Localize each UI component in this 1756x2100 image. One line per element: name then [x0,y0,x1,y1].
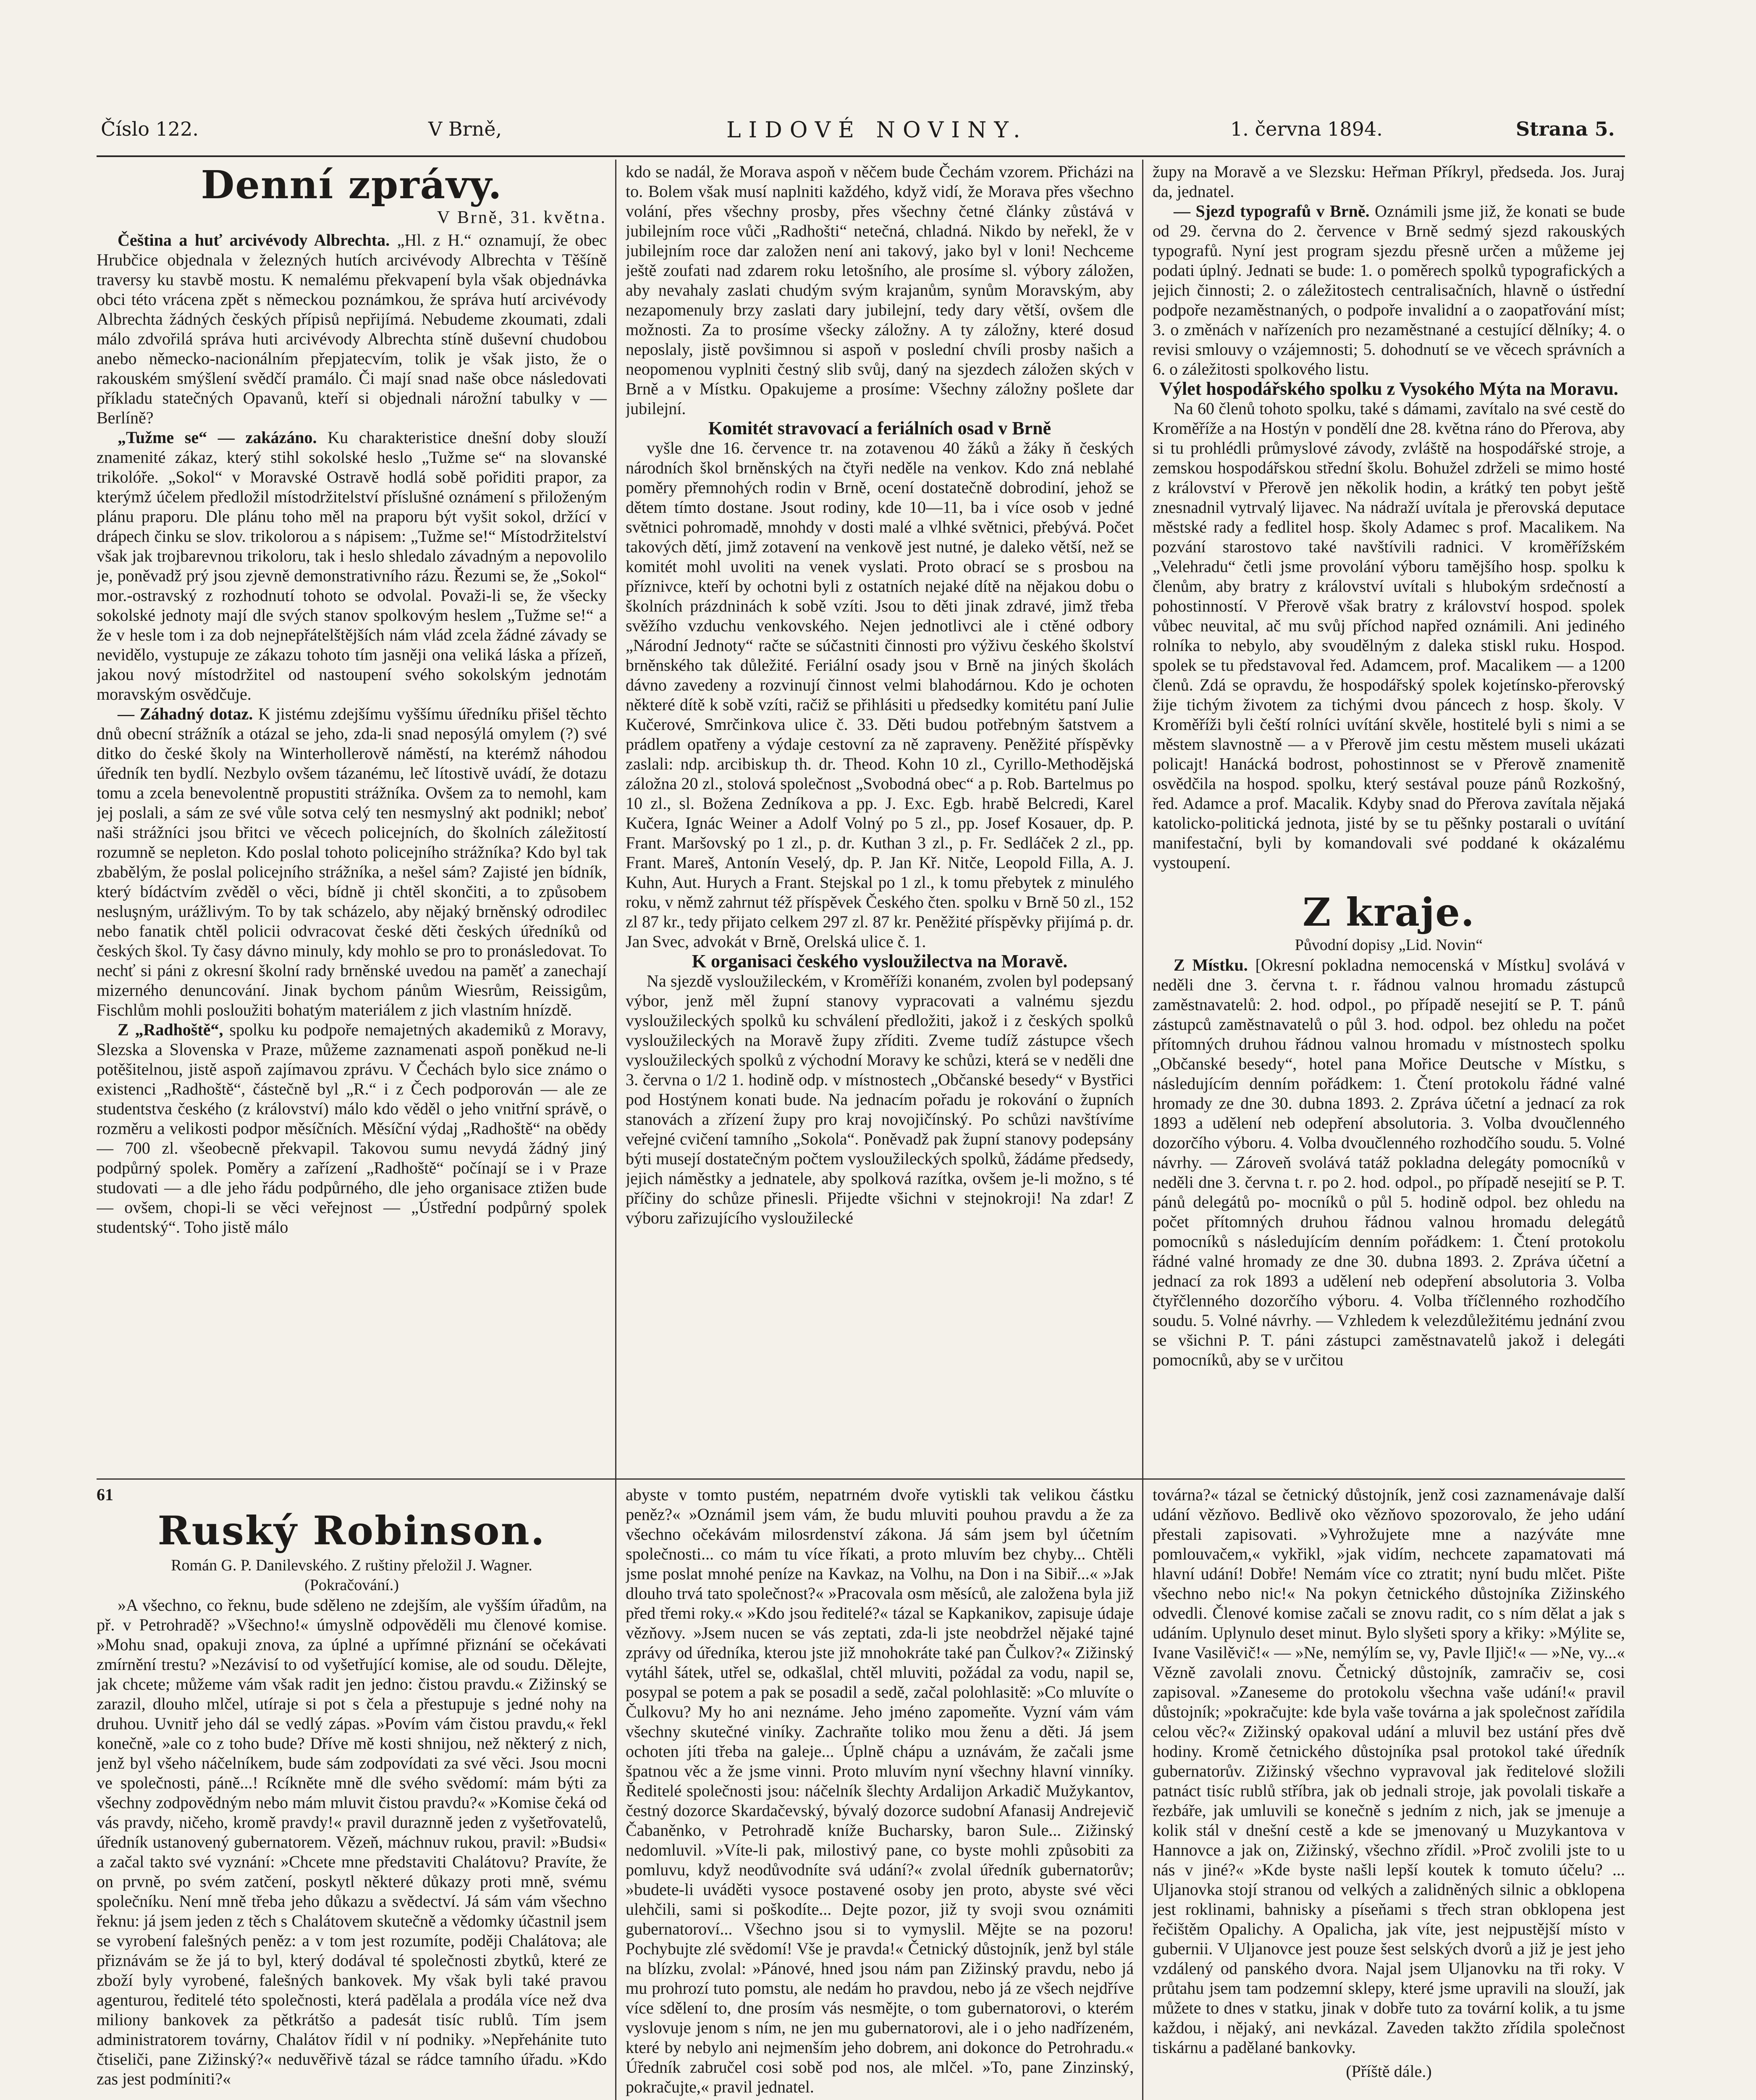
right-news-column [1153,162,1625,1472]
novel-text: továrna?« tázal se četnický důstojník, jenž cosi zaznamenávaje další udání vězňovo. Bedlivě oko vězňovo spozorovalo, že jeho udání přestali zapisovati. »Vyhrožujete mne a nazýváte mne pomlouvačem,« vykřikl, »jak vidím, nechcete zapamatovati má hlavní udání! Dobře! Nemám více co ztratit; nyní budu mlčet. Pište všechno nebo nic!« Na pokyn četnického důstojníka Zižinského odvedli. Členové komise začali se znovu radit, co s ním dělat a jak s udáním. Uplynulo deset minut. Bylo slyšeti spory a křiky: »Mýlite se, Ivane Vasilěvič!« — »Ne, nemýlím se, vy, Pavle Iljič!« — »Ne, vy...« Vězně zavolali znovu. Četnický důstojník, zamračiv se, cosi zapisoval. »Zaneseme do protokolu všechna vaše udání!« pravil důstojník; »pokračujte: kde byla vaše továrna a jak společnost zařídila celou věc?« Zižinský opakoval udání a mluvil bez ustání přes dvě hodiny. Kromě četnického důstojníka psal protokol také úředník gubernatorův. Zižinský všechno vypravoval jak ředitelové složili patnáct tisíc rublů stříbra, jak ob jednali stroje, jak povolali tiskaře a řezbáře, jak umluvili se konečně s jedním z nich, jak se jmenuje a kolik stál v dnešní cestě a kde se jmenovaný u Muzykantova v Hannovce a jak on, Zižinský, všechno zřídil. »Proč zvolili jste to u nás v jiné?« »Kde byste našli lepší koutek k tomuto účelu? ... Uljanovka stojí stranou od velkých a zalidněných silnic a obklopena jest roklinami, bahnisky a píseňami s třech stran obklopena jest řečištěm Opalichy. A Opalicha, jak víte, jest nejpustější místo v gubernii. V Uljanovce jest pouze šest selských dvorů a již je jest jeho vzdálený od panského dvora. Najal jsem Uljanovku na tři roky. V průtahu jsem tam podzemní sklepy, které jsme upravili na slouží, jak můžete to dnes v statku, jinak v dobře tuto za tovární kolik, a tu jsme každou, i nějaký, ani nevkázal. Zaveden takžto zřídila společnost tiskárnu a padělané bankovky. [1153,1485,1625,2057]
feuilleton-number: 61 [97,1485,113,1504]
news-headline: K organisaci českého vysloužilectva na Moravě. [692,951,1068,971]
novel-column-1 [97,1485,607,2100]
news-headline: Výlet hospodářského spolku z Vysokého Mýta na Moravu. [1159,378,1618,399]
novel-column-3 [1153,1485,1625,2100]
news-item: vyšle dne 16. července tr. na zotavenou 40 žáků a žáky ň českých národních škol brněnských na čtyři neděle na venkov. Kdo zná neblahé poměry přemnohých rodin v Brně, ocení dostatečně dobrodiní, jehož se dětem tímto dostane. Jsout rodiny, kde 10—11, ba i více osob v jedné světnici pohromadě, mnohdy v dosti malé a vlhké světnici, přebývá. Počet takových dětí, jimž zotavení na venkově jest nutné, je daleko větší, než se komitét mohl uvoliti na venek vyslati. Proto obrací se s prosbou na příznivce, kteří by ochotni byli z ostatních nejaké dítě na nějakou dobu o školních prázdninách k sobě vzíti. Jsou to děti jinak zdravé, jimž třeba svěžího vzduchu venkovského. Nejen jednotlivci ale i ctěné odbory „Národní Jednoty“ račte se súčastniti činnosti pro výživu českého školství brněnského tak důležité. Feriální osady jsou v Brně na jiných školách dávno zavedeny a rozvinují činnost velmi blahodárnou. Kdo je ochoten některé dítě k sobě vzíti, račiž se přihlásiti u předsedky komitétu paní Julie Kučerové, Smrčinkova ulice č. 33. Děti budou potřebným šatstvem a prádlem opatřeny a výdaje cestovní za ně zapraveny. Peněžité příspěvky zaslali: ndp. arcibiskup th. dr. Theod. Kohn 10 zl., Cyrillo-Methodějská záložna 20 zl., stolová společnost „Svobodná obec“ a p. Rob. Bartelmus po 10 zl., sl. Božena Zedníkova a pp. J. Exc. Egb. hrabě Belcredi, Karel Kučera, Ignác Weiner a Adolf Volný po 5 zl., pp. Josef Kosauer, dp. P. Frant. Maršovský po 1 zl., p. dr. Kuthan 3 zl., p. Fr. Sedláček 2 zl., pp. Frant. Mareš, Antonín Veselý, dp. P. Jan Kř. Nitče, Leopold Filla, A. J. Kuhn, Aut. Hurych a Frant. Stejskal po 1 zl., k tomu přebytek z minulého roku, v němž zahrnut též příspěvek Českého čten. spolku v Brně 50 zl., 152 zl 87 kr., tedy přijato celkem 297 zl. 87 kr. Peněžité příspěvky přijímá p. dr. Jan Svec, advokát v Brně, Orelská ulice č. 1. [626,438,1134,951]
masthead [97,113,1621,147]
novel-text: abyste v tomto pustém, nepatrném dvoře vytiskli tak velikou částku peněz?« »Oznámil jsem vám, že budu mluviti pouhou pravdu a že za všechno očekávám milosrdenství zákona. Já sám jsem byl účetním společnosti... co mám tu více říkati, a proto mluvím bez chyby... Chtěli jsme poslat mnohé peníze na Kavkaz, na Volhu, na Don i na Sibiř...« »Jak dlouho trvá tato společnost?« »Pracovala osm měsíců, ale založena byla již před třemi roky.« »Kdo jsou ředitelé?« tázal se Kapkanikov, zapisuje údaje vězňovy. »Jsem nucen se vás zeptati, zda-li jste neobdržel nějaké tajné zprávy od úředníka, kterou jste již mnohokráte také pan Čulkov?« Zižinský vytáhl šátek, utřel se, odkašlal, chtěl mluviti, požádal za vodu, napil se, posypal se potem a pak se posadil a sedě, začal polohlasitě: »Co mluvíte o Čulkovu? My ho ani neznáme. Jeho jméno zapomeňte. Vyzní vám vám všechny skutečné viníky. Zachraňte toliko mou ženu a děti. Já jsem ochoten jíti třeba na galeje... Úplně chápu a uznávám, že začali jsme špatnou věc a že jsme vinni. Proto mluvím nyní všechny hlavní vinníky. Ředitelé společnosti jsou: náčelník šlechty Ardalijon Arkadič Mužykantov, čestný dozorce Skardačevský, bývalý dozorce sudobní Afanasij Andrejevič Čabaněnko, v Petrohradě kníže Bucharsky, baron Sule... Zižinský nedomluvil. »Víte-li pak, milostivý pane, co byste mohli způsobiti za pomluvu, když neodůvodníte svá udání?« zvolal úředník gubernatorův; »budete-li uváděti vysoce postavené osoby jen proto, abyste své věci ulehčili, sami si poškodíte... Dejte pozor, již ty svoji svou oznámiti gubernatoroví... Všechno jsou si to vymyslil. Mějte se na pozoru! Pochybujte zlé svědomí! Vše je pravda!« Četnický důstojník, jenž byl stále na blízku, zvolal: »Pánové, hned jsou nám pan Zižinský pravdu, nebo já mu prohrozí tuto pomstu, ale nedám ho pravdou, nebo já ze všech nejdříve více sdělení to, dne prosím vás nesmějte, o tom gubernatorovi, o kterém vyslovuje jenom s ním, ne jen mu gubernatorovi, ale i o jeho nadřízeném, které by nebylo ani nejmenším jeho dobrem, ani dokonce do Petrohradu.« Úředník zabručel cosi sobě pod nos, ale mlčel. »To, pane Zinzinský, pokračujte,« pravil jednatel. [626,1485,1134,2096]
continued-text: župy na Moravě a ve Slezsku: Heřman Příkryl, předseda. Jos. Juraj da, jednatel. [1153,162,1625,201]
news-item: Čeština a huť arcivévody Albrechta. „Hl. z H.“ oznamují, že obec Hrubčice objednala v železných hutích arcivévody Albrechta v Těšíně traversy ku stavbě mostu. K nemalému překvapení byla však objednávka obci této vrácena zpět s německou poznámkou, že správa hutí arcivévody Albrechta žádných českých přípisů nepřijímá. Nebudeme zkoumati, zdali málo zdvořilá správa huti arcivévody Albrechta stíně duševní chudobou anebo německo-nacionálním přepjatecvím, tolik je však jisto, že o rakouském smýšlení svědčí pramálo. Či mají snad naše obce následovati příkladu statečných Opavanů, kteří si objednali nárožní tabulky v — Berlíně? [97,231,607,427]
novel-column-2 [626,1485,1134,2100]
section-heading-denni: Denní zprávy. [201,162,503,207]
novel-text: »A všechno, co řeknu, bude sděleno ne zdejším, ale vyšším úřadům, na př. v Petrohradě? »Všechno!« úmyslně odpověděli mu členové komise. »Mohu snad, opakuji znova, za úplné a upřímné přiznání se očekávati zmírnění trestu? »Nezávisí to od vyšetřující komise, ale od soudu. Dělejte, jak chcete; můžeme vám však radit jen jedno: čistou pravdu.« Zižinský se zarazil, dlouho mlčel, utíraje si pot s čela a přestupuje s jedné nohy na druhou. Uvnitř jeho dál se vedlý zápas. »Povím vám čistou pravdu,« řekl konečně, »ale co z toho bude? Dříve mě kosti shnijou, než některý z nich, jenž byl všeho náčelníkem, bude sám zodpovídati za své věci. Jsou mocni ve společnosti, páně...! Rcíkněte mně dle svého svědomí: mám býti za všechny zodpovědným nebo mám mluvit čistou pravdu?« »Komise čeká od vás pravdy, ničeho, kromě pravdy!« pravil duraznně jeden z vyšetřovatelů, úředník ustanovený gubernatorem. Vězeň, máchnuv rukou, pravil: »Budsi« a začal takto své vyznání: »Chcete mne představiti Chalátovu? Pravíte, že on prvně, po svém zatčení, poskytl některé důkazy proti mně, svému společníku. Není mně třeba jeho důkazu a svědectví. Já sám vám všechno řeknu: já jsem jeden z těch s Chalátovem skutečně a vědomky účastnil jsem se vyrobení falešných peněz: a v tom jest rozumíte, poději Chalátova; ale přiznávám se že já to byl, který dodával té společnosti zbytků, které ze zboží byly vyrobené, falešných bankovek. My však byli také pravou agenturou, ředitelé této společnosti, která padělala a prodála více než dva miliony bankovek za pětkrátšo a padesát tisíc rublů. Tím jsem administratorem továrny, Chalátov řídil v ní podniky. »Nepřehánite tuto čtiseliči, pane Zižinský?« neduvěřivě tázal se rádce tamního úřadu. »Kdo zas jest podmíniti?« [97,1596,607,2088]
novel-byline: Román G. P. Danilevského. Z ruštiny přeložil J. Wagner. [171,1557,532,1574]
novel-continuation-note: (Pokračování.) [304,1576,399,1594]
news-item: Na sjezdě vysloužileckém, v Kroměříži konaném, zvolen byl podepsaný výbor, jenž měl župní stanovy vypracovati a valnému sjezdu vysloužileckých spolků ku schválení předložiti, jakož i z českých spolků vysloužileckých na Moravě župy zříditi. Zveme tudíž zástupce všech vysloužileckých spolků z východní Moravy ke schůzi, která se v neděli dne 3. června o 1/2 1. hodině odp. v místnostech „Občanské besedy“ v Bystřici pod Hostýnem konati bude. Na jednacím pořadu je rokování o župních stanovách a zřízení župy pro kraj novojičínský. Po schůzi navštívíme veřejné cvičení tamního „Sokola“. Poněvadž pak župní stanovy podepsány býti musejí dostatečným počtem vysloužileckých spolků, žádáme předsedy, jejich náměstky a jednatele, aby spolková razítka, ovšem je-li možno, s té příčiny do schůze přinesli. Přijedte všichni v stejnokroji! Na zdar! Z výboru zařizujícího vysloužilecké [626,971,1134,1227]
denni-zpravy-column [97,162,607,1472]
news-item: — Sjezd typografů v Brně. Oznámili jsme již, že konati se bude od 29. června do 2. července v Brně sedmý sjezd rakouských typografů. Nyní jest program sjezdu přesně určen a můžeme jej podati úplný. Jednati se bude: 1. o poměrech spolků typografických a jejich činnosti; 2. o záležitostech centralisačních, hlavně o ústřední podpoře nezaměstnaných, o podpoře invalidní a o zaopatřování míst; 3. o změnách v nařízeních pro nezaměstnané a cestující dělníky; 4. o revisi smlouvy o vzájemnosti; 5. dohodnutí se ve věcech správních a 6. o záležitosti spolkového listu. [1153,202,1625,378]
column-rule-2 [1142,160,1143,2100]
news-item: Z „Radhoště“, spolku ku podpoře nemajetných akademiků z Moravy, Slezska a Slovenska v Praze, můžeme zaznamenati aspoň poněkud ne-li potěšitelnou, jistě aspoň zajímavou zprávu. V Čechách bylo sice známo o existenci „Radhoště“, částečně byl „R.“ i z Čech podporován — ale ze studentstva českého (z království) málo kdo věděl o jeho vnitřní správě, o rozměru a velikosti podpor měsíčních. Měsíční výdaj „Radhoště“ na obědy — 700 zl. všeobecně překvapil. Takovou sumu nevydá žádný jiný podpůrný spolek. Poměry a zařízení „Radhoště“ počínají se i v Praze studovati — a dle jeho řádu podpůrného, dle jeho organisace ztižen bude — ovšem, chopi-li se věci veřejnost — „Ústřední podpůrný spolek studentský“. Toho jistě málo [97,1020,607,1236]
issue-number: Číslo 122. [101,118,199,140]
news-item: Na 60 členů tohoto spolku, také s dámami, zavítalo na své cestě do Kroměříže a na Hostýn v pondělí dne 28. května ráno do Přerova, aby si tu prohlédli průmyslové závody, zvláště na hospodářské stroje, a zemskou hospodářskou střední školu. Bohužel zdrželi se mimo hosté z království v Přerově jen několik hodin, a krátký ten pobyt ještě znesnadnil vytrvalý lijavec. Na nádraží uvítala je přerovská deputace městské rady a fedlitel hosp. školy Adamec s prof. Macalikem. Na pozvání starostovo také navštívili radnici. V kroměřížském „Velehradu“ četli jsme provolání výboru tamějšího hosp. spolku k členům, aby bratry z království uvítali s hlubokým srdečností a pohostinností. V Přerově však bratry z království hospod. spolek vůbec neuvital, ač mu svůj příchod napřed oznámili. Ani jediného rolníka to nebylo, aby svoudělným z daleka stiskl ruku. Hospod. spolek se tu představoval řed. Adamcem, prof. Macalikem — a 1200 členů. Zdá se opravdu, že hospodářský spolek kojetínsko-přerovský žije tichým životem za tichými dvou páncech z hosp. školy. V Kroměříži byli čeští rolníci uvítání skvěle, hostitelé byli s nimi a se městem slavnostně — a v Přerově jim cestu městem museli ukázati policajt! Hanácká bodrost, pohostinnost se v Přerově znamenitě osvědčila na hospod. spolku, který sestával pouze pánů Rozkošný, řed. Adamce a prof. Macalik. Kdyby snad do Přerova zavítala nějaká katolicko-politická jednota, jisté by se tu pěšnky postarali o uvítání manifestační, byli by komandovali své poddané k okázalému vystoupení. [1153,399,1625,872]
dateline: V Brně, 31. května. [437,208,607,227]
masthead-city: V Brně, [428,118,502,140]
news-item: Z Místku. [Okresní pokladna nemocenská v Místku] svolává v neděli dne 3. června t. r. řádnou valnou hromadu zástupců zaměstnavatelů: 2. hod. odpol., po případě nesejití se P. T. pánů zástupců zaměstnavatelů o půl 3. hod. odpol. bez ohledu na počet přítomných druhou řádnou valnou hromadu v místnostech spolku „Občanské besedy“, hotel pana Mořice Deutsche v Místku, s následujícím denním pořádkem: 1. Čtení protokolu řádné valné hromady ze dne 30. dubna 1893. 2. Zpráva účetní a jednací za rok 1893 a udělení neb odepření absolutoria. 3. Volba dvoučlenného dozorčího výboru. 4. Volba dvoučlenného rozhodčího soudu. 5. Volné návrhy. — Zároveň svolává tatáž pokladna delegáty pomocníků v neděli dne 3. června t. r. po 2. hod. odpol., po případě nesejití se P. T. pánů delegátů po- mocníků o půl 5. hodině odpol. bez ohledu na počet přítomných druhou řádnou valnou hromadu delegátů pomocníků s následujícím denním pořádkem: 1. Čtení protokolu řádné valné hromady ze dne 30. dubna 1893. 2. Zpráva účetní a jednací za rok 1893 a udělení neb odepření absolutoria 3. Volba čtyřčlenného dozorčího výboru. 4. Volba tříčlenného rozhodčího soudu. 5. Volné návrhy. — Vzhledem k velezdůležitému jednání zvou se všichni P. T. páni zástupci zaměstnavatelů jakož i delegáti pomocníků, aby se v určitou [1153,956,1625,1369]
masthead-rule [97,155,1625,157]
news-item: — Záhadný dotaz. K jistému zdejšímu vyššímu úředníku přišel těchto dnů obecní strážník a otázal se jeho, zda-li snad neposýlá omylem (?) své ditko do české školy na Winterhollerově náměstí, na kterémž náhodou úředník ten bydlí. Nezbylo ovšem tázanému, leč lítostivě uvádí, že dotazu tomu a zcela benevolentně propustiti strážníka. Ovšem za to nemohl, kam jej poslali, a sám ze své vůle sotva celý ten nesmyslný akt podnikl; neboť naši strážníci jsou břitci ve věcech policejních, do školních záležitostí rozumně se nepleton. Kdo poslal tohoto policejního strážníka? Kdo byl tak zbabělým, že poslal policejního strážníka, a nešel sám? Zajisté jen bídník, který bídáctvím zvěděl o věci, bídně ji chtěl skončiti, a to způsobem nesluşným, urážlivým. To by tak scházelo, aby nějaký brněnský odrodilec nebo fanatik chtěl policii odvracovat české děti českých úředníků od českých škol. Ty časy dávno minuly, kdy mohlo se pro to pronásledovat. To nechť si páni z okresní školní rady brněnské uvedou na paměť a zanechají mizerného denuncování. Jinak bychom pánům Wiesrům, Reissigům, Fischlům mohli posloužiti bohatým materiálem z jich vlastním hnízdě. [97,704,607,1019]
section-heading-kraje: Z kraje. [1303,890,1475,935]
to-be-continued: (Příště dále.) [1346,2062,1432,2081]
column-rule-1 [615,160,616,2100]
middle-news-column [626,162,1134,1472]
issue-date: 1. června 1894. [1230,118,1383,140]
page-number: Strana 5. [1516,118,1615,140]
continued-text: kdo se nadál, že Morava aspoň v něčem bude Čechám vzorem. Přicházi na to. Bolem však musí naplniti každého, když vidí, že Morava přes všechno volání, přes všechny prosby, přes všechny četné články zůstává v jubilejním roce vůči „Radhošti“ netečná, chladná. Nikdo by neřekl, že v jubilejním roce dar založen není ani takový, jako byl v loni! Nechceme ještě zoufati nad zdarem roku letošního, ale prosíme sl. výbory záložen, aby nevahaly zaslati chudým svým krajanům, synům Moravským, aby nezapomenuly brzy zaslati dary jubilejní, tedy dary větší, ovšem dle možnosti. Za to prosíme všecky záložny. A ty záložny, které dosud neposlaly, jistě povšimnou si aspoň v poslední chvíli prosby našich a neopomenou vyplniti čestný slib svůj, daný na sjezdech záložen ských v Brně a v Místku. Opakujeme a prosíme: Všechny záložny pošlete dar jubilejní. [626,162,1134,418]
news-headline: Komitét stravovací a feriálních osad v Brně [708,418,1051,438]
feuilleton-rule [97,1478,1625,1480]
section-subtitle: Původní dopisy „Lid. Novin“ [1295,936,1483,954]
novel-title: Ruský Robinson. [157,1508,546,1554]
news-item: „Tužme se“ — zakázáno. Ku charakteristice dnešní doby slouží znamenité zákaz, který stihl sokolské heslo „Tužme se“ na slovanské trikolóře. „Sokol“ v Moravské Ostravě hodlá sobě pořiditi prapor, za kterýmž účelem předložil místodržitelství příslušné oznámení s přiloženým plánu praporu. Dle plánu toho měl na praporu být vyšit sokol, držící v drápech činku se slov. trikolorou a s nápisem: „Tužme se!“ Místodržitelství však jak trojbarevnou trikoloru, tak i heslo shledalo závadným a nepovolilo je, poněvadž prý jsou zjevně demonstrativního rázu. Řezumi se, že „Sokol“ mor.-ostravský z rozhodnutí tohoto se odvolal. Považi-li se, že všecky sokolské jednoty mají dle svých stanov spolkovým heslem „Tužme se!“ a že v hesle tom i za dob nejnepřátelštějších nám vlád zcela žádné závady se nevidělo, vystupuje ze zákazu tohoto tím jasněji ona veliká láska a přízeň, jakou nový místodržitel od nastoupení svého sokolským jednotám moravským osvědčuje. [97,428,607,704]
newspaper-title: LIDOVÉ NOVINY. [726,118,1028,143]
